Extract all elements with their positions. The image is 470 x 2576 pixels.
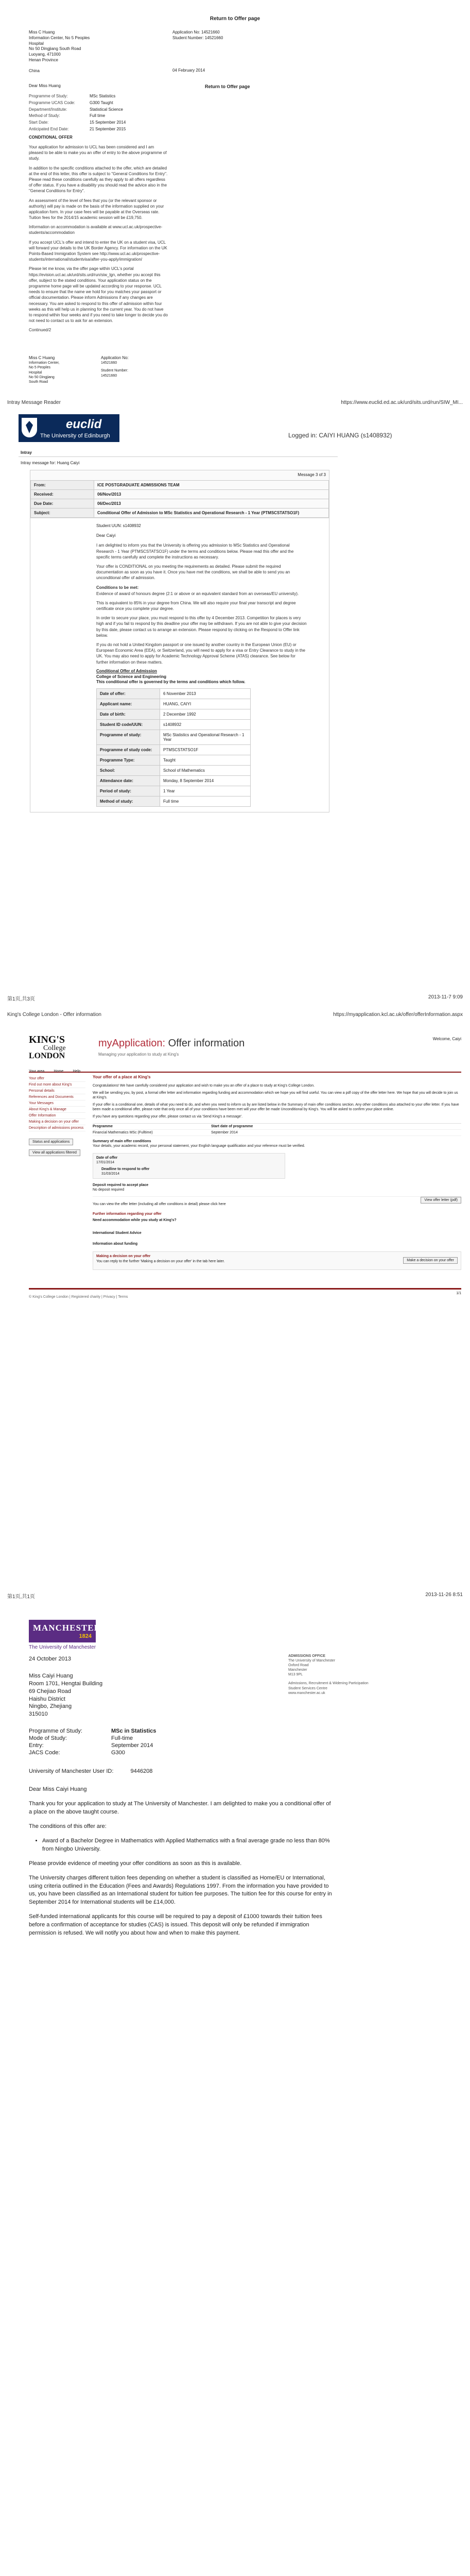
edinburgh-crest-icon (22, 418, 37, 437)
kcl-offer-letter-text: You can view the offer letter (including all offer conditions in detail) please click here (93, 1202, 226, 1207)
edinburgh-offer-value: 2 December 1992 (160, 709, 251, 720)
edinburgh-offer-sub: This conditional offer is governed by the terms and conditions which follow. (96, 680, 246, 685)
kcl-page-footer-right: 2013-11-26 8:51 (425, 1592, 463, 1598)
kcl-logo-london: LONDON (29, 1052, 65, 1060)
manchester-body (29, 1786, 333, 1944)
ucl-top-title[interactable]: Return to Offer page (210, 16, 260, 22)
manchester-address-line: Haishu District (29, 1696, 65, 1702)
ucl-address-line: No 50 Dingjiang South Road (29, 46, 81, 52)
edinburgh-offer-key: Period of study: (97, 786, 160, 796)
kcl-programme-values (93, 1130, 461, 1136)
manchester-field-value: September 2014 (111, 1742, 153, 1749)
edinburgh-message-box (30, 470, 329, 812)
manchester-logo-year: 1824 (79, 1633, 92, 1639)
edinburgh-page-footer-right: 2013-11-7 9:09 (428, 994, 463, 1000)
table-row (97, 689, 251, 699)
edinburgh-header-value: Conditional Offer of Admission to MSc Statistics and Operational Research - 1 Year (PTMSCSTATSO1F) (94, 508, 329, 517)
manchester-address-line: Ningbo, Zhejiang (29, 1703, 72, 1710)
kcl-title: Offer information (168, 1038, 245, 1049)
kcl-deadline-label: Deadline to respond to offer (101, 1167, 150, 1171)
kcl-start-label: Start date of programme (211, 1125, 253, 1129)
table-row (97, 745, 251, 755)
manchester-logo-sub: The University of Manchester (29, 1645, 96, 1650)
kcl-menu-item[interactable]: Find out more about King's (29, 1082, 85, 1088)
ucl-address-line: China (29, 68, 40, 73)
kcl-footer-line: © King's College London | Registered charity | Privacy | Terms (29, 1295, 128, 1299)
kcl-sidebar (29, 1076, 85, 1158)
edinburgh-offer-table (96, 688, 251, 807)
ucl-continued: Continued/2 (29, 328, 51, 333)
ucl-conditional-heading: CONDITIONAL OFFER (29, 135, 73, 140)
ucl-student-no-label: Student Number: (172, 35, 204, 40)
manchester-paragraph: The conditions of this offer are: (29, 1823, 107, 1829)
manchester-field-value: Full-time (111, 1735, 133, 1741)
edinburgh-offer-value: Monday, 8 September 2014 (160, 776, 251, 786)
edinburgh-offer-value: Taught (160, 755, 251, 766)
edinburgh-offer-key: Attendance date: (97, 776, 160, 786)
kcl-paragraph: Congratulations! We have carefully considered your application and wish to make you an offer of a place to study at King's College London. (93, 1083, 315, 1088)
manchester-address-line: 69 Chejiao Road (29, 1688, 71, 1694)
kcl-deposit-value: No deposit required (93, 1188, 125, 1192)
edinburgh-header-key: From: (31, 480, 94, 489)
table-row (97, 730, 251, 745)
manchester-right-line: Manchester (288, 1668, 307, 1672)
kcl-tab[interactable]: Home (54, 1070, 64, 1073)
edinburgh-paragraph: In order to secure your place, you must respond to this offer by 4 December 2013. Competition for places is very high and if you fail to respond by this deadline your offer may be withdrawn. If you are not able to give your decision by this date, please contact us to arrange an extension. Please respond by clicking on the Respond to Offer link below. (96, 616, 307, 638)
edinburgh-nav-intray[interactable]: Intray (21, 450, 32, 455)
ucl-offer-section (0, 0, 470, 397)
edinburgh-offer-value: s1408932 (160, 720, 251, 730)
edinburgh-breadcrumb: Intray message for: Huang Caiyi (21, 461, 80, 465)
edinburgh-message-count: Message 3 of 3 (298, 472, 326, 477)
ucl-footer-app: 14521660 (101, 361, 117, 365)
edinburgh-page-header-right: https://www.euclid.ed.ac.uk/urd/sits.urd/run/SIW_MI... (341, 400, 463, 405)
ucl-address-line: Henan Province (29, 57, 58, 62)
ucl-field-value: MSc Statistics (90, 94, 116, 98)
kcl-summary-text: Your details, your academic record, your personal statement, your English language qualification and your reference must be verified. (93, 1144, 305, 1148)
kcl-page-header-left: King's College London - Offer information (7, 1012, 101, 1018)
manchester-id-value: 9446208 (130, 1768, 153, 1774)
kcl-menu-item[interactable]: Personal details (29, 1088, 85, 1094)
edinburgh-logo-text: euclid (66, 417, 102, 431)
kcl-header (29, 1035, 461, 1061)
kcl-offer-letter-button[interactable]: View offer letter (pdf) (421, 1197, 461, 1204)
manchester-address-line: Miss Caiyi Huang (29, 1673, 73, 1679)
manchester-offer-section (0, 1602, 470, 2576)
kcl-deadline-value: 31/03/2014 (101, 1172, 120, 1176)
ucl-field-label: Department/Institute: (29, 107, 67, 112)
ucl-address-line: Information Center, No 5 Peoples (29, 35, 90, 40)
edinburgh-offer-key: Student ID code/UUN: (97, 720, 160, 730)
kcl-paragraph: We will be sending you, by post, a formal offer letter and information regarding funding and accommodation which we hope you will find useful. You can view a pdf copy of the offer letter here. We hope that you will decide to join us at King's. (93, 1091, 458, 1099)
edinburgh-paragraph: Evidence of award of honours degree (2:1 or above or an equivalent standard from an overseas/EU university). (96, 591, 299, 596)
ucl-field-value: Statistical Science (90, 107, 123, 112)
kcl-menu-item[interactable]: Description of admissions process (29, 1125, 85, 1131)
manchester-paragraph: Self-funded international applicants for this course will be required to pay a deposit of £1000 towards their tuition fees before a confirmation of acceptance for studies (CAS) is issued. This deposit will only be refunded if immigration permission is refused. We will notify you about how and when to make this payment. (29, 1913, 322, 1937)
ucl-footer-app-label: Application No: (101, 355, 129, 360)
edinburgh-paragraph: If you do not hold a United Kingdom passport or one issued by another country in the European Union (EU) or European Economic Area (EEA), or Switzerland, you will need to apply for a visa or Entry Clearance to study in the UK. You may also need to apply for Academic Technology Approval Scheme (ATAS) clearance. See below for further information on these matters. (96, 642, 305, 665)
kcl-logo-college: College (43, 1044, 66, 1052)
ucl-footer-block (29, 355, 183, 384)
ucl-return-link[interactable]: Return to Offer page (205, 84, 250, 89)
edinburgh-paragraph: Your offer is CONDITIONAL on you meeting the requirements as detailed. Please submit the required documentation as soon as you have it. Once you have met the conditions, we shall be able to send you an unconditional offer of admission. (96, 564, 290, 581)
edinburgh-header-value: 06/Nov/2013 (94, 489, 329, 499)
manchester-date: 24 October 2013 (29, 1656, 71, 1662)
kcl-menu-item[interactable]: Offer Information (29, 1113, 85, 1119)
manchester-field-label: Mode of Study: (29, 1735, 67, 1741)
kcl-page-header-right: https://myapplication.kcl.ac.uk/offer/offerInformation.aspx (333, 1012, 463, 1018)
kcl-logo-kings: KING'S (29, 1034, 65, 1045)
edinburgh-page-footer-left: 第1页,共3页 (7, 996, 35, 1002)
manchester-paragraph: Please provide evidence of meeting your offer conditions as soon as this is available. (29, 1860, 242, 1867)
edinburgh-offer-key: Applicant name: (97, 699, 160, 709)
edinburgh-header-key: Received: (31, 489, 94, 499)
table-row (31, 508, 329, 517)
manchester-condition-item: • Award of a Bachelor Degree in Mathematics with Applied Mathematics with a final average grade no less than 80% from Ningbo University. (42, 1837, 333, 1854)
edinburgh-header-value: 06/Dec/2013 (94, 499, 329, 508)
edinburgh-page-header-left: Intray Message Reader (7, 400, 61, 405)
ucl-footer-addr: South Road (29, 380, 48, 384)
manchester-right-block (288, 1654, 402, 1696)
table-row (97, 755, 251, 766)
ucl-field-label: Anticipated End Date: (29, 126, 69, 131)
kcl-paragraph: If your offer is a conditional one, details of what you need to do, and when you need to inform us by are listed below in the Summary of main offer conditions section. Any other conditions also attached to your offer letter. If you have been made a conditional offer, please note that only once all of your conditions have been met will your offer be made Unconditional by King's. You will be asked to confirm your place online. (93, 1103, 459, 1112)
table-row (97, 709, 251, 720)
edinburgh-offer-key: Date of birth: (97, 709, 160, 720)
kcl-further-item: Information about funding (93, 1242, 138, 1246)
kcl-decision-button[interactable]: Make a decision on your offer (403, 1257, 458, 1264)
kcl-start-value: September 2014 (211, 1131, 238, 1135)
edinburgh-offer-key: School: (97, 766, 160, 776)
ucl-field-label: Method of Study: (29, 113, 60, 118)
ucl-fields (29, 94, 193, 132)
edinburgh-offer-college: College of Science and Engineering (96, 674, 167, 679)
manchester-right-line: M13 9PL (288, 1673, 303, 1677)
manchester-paragraph: The University charges different tuition fees depending on whether a student is classified as Home/EU or International, using criteria outlined in the Education (Fees and Awards) Regulations 1997. From the information you have provided to us, you have been classified as an International student for tuition fee purposes. The tuition fee for this course for entry in September 2014 for International students will be £14,000. (29, 1874, 332, 1906)
ucl-greeting: Dear Miss Huang (29, 83, 61, 88)
ucl-field-label: Start Date: (29, 120, 49, 125)
kcl-welcome: Welcome, Caiyi (432, 1037, 461, 1041)
edinburgh-offer-value: PTMSCSTATSO1F (160, 745, 251, 755)
manchester-address (29, 1672, 102, 1718)
ucl-footer-addr: No 50 Dingjiang (29, 375, 55, 379)
manchester-logo-text: MANCHESTER (33, 1623, 101, 1633)
kcl-status-button[interactable]: Status and applications (29, 1139, 73, 1145)
kcl-deposit-title: Deposit required to accept place (93, 1183, 149, 1187)
ucl-paragraph: Information on accommodation is available at www.ucl.ac.uk/prospective-students/accommodation (29, 225, 163, 235)
kcl-further-title: Further information regarding your offer (93, 1212, 162, 1216)
kcl-programme-label: Programme (93, 1125, 113, 1129)
kcl-decision-sub: You can reply to the further 'Making a decision on your offer' in the tab here later. (96, 1259, 225, 1263)
kcl-menu-item[interactable]: Your offer (29, 1076, 85, 1082)
kcl-menu-item[interactable]: About King's & Manage (29, 1107, 85, 1113)
edinburgh-paragraph: I am delighted to inform you that the University is offering you admission to MSc Statistics and Operational Research - 1 Year (PTMSCSTATSO1F) under the terms and conditions below. Please read this offer and the specific terms carefully and complete the instructions as necessary. (96, 543, 294, 560)
ucl-footer-stu: 14521660 (101, 374, 117, 378)
edinburgh-offer-key: Method of study: (97, 796, 160, 807)
ucl-address-line: Luoyang, 471000 (29, 52, 61, 57)
manchester-right-line: Oxford Road (288, 1664, 309, 1668)
ucl-footer-addr: Information Center, (29, 361, 60, 365)
manchester-address-line: 315010 (29, 1711, 48, 1718)
edinburgh-message-body (30, 518, 329, 812)
manchester-right-line: www.manchester.ac.uk (288, 1691, 325, 1695)
ucl-footer-addr: No 5 Peoples (29, 366, 51, 370)
ucl-paragraph: If you accept UCL's offer and intend to enter the UK on a student visa, UCL will forward your details to the UK Border Agency. For information on the UK Points-Based Immigration System see http://www.ucl.ac.uk/prospective-students/international/studentvisa/after-you-apply/immigration/ (29, 240, 167, 262)
kcl-subtitle: Managing your application to study at King's (98, 1052, 179, 1057)
ucl-address-line: Hospital (29, 41, 44, 46)
edinburgh-nav-bar (19, 449, 338, 457)
edinburgh-banner (19, 414, 119, 442)
ucl-ref-block (172, 30, 275, 41)
manchester-right-line: Admissions, Recruitment & Widening Participation (288, 1682, 369, 1686)
table-row (97, 720, 251, 730)
kcl-tabs (29, 1065, 461, 1073)
manchester-field-value: MSc in Statistics (111, 1728, 156, 1734)
kcl-decision-title: Making a decision on your offer (96, 1255, 151, 1259)
ucl-body (29, 144, 168, 336)
kcl-menu-item[interactable]: Your Messages (29, 1100, 85, 1107)
table-row (97, 796, 251, 807)
kcl-logo (29, 1035, 70, 1060)
kcl-date-panel (93, 1153, 285, 1179)
edinburgh-offer-key: Programme of study: (97, 730, 160, 745)
edinburgh-header-table (30, 480, 329, 518)
manchester-right-line (288, 1677, 402, 1681)
table-row (97, 766, 251, 776)
ucl-student-no: 14521660 (204, 35, 223, 40)
table-row (31, 480, 329, 489)
ucl-app-no: 14521660 (201, 30, 220, 35)
manchester-right-line: Student Services Centre (288, 1686, 327, 1690)
ucl-letter-date: 04 February 2014 (172, 68, 205, 73)
ucl-footer-addr: Hospital (29, 370, 42, 375)
kcl-programme-row (93, 1123, 461, 1130)
kcl-programme-value: Financial Mathematics MSc (Fulltime) (93, 1131, 153, 1135)
edinburgh-header-key: Due Date: (31, 499, 94, 508)
ucl-paragraph: Please let me know, via the offer page within UCL's portal https://evision.ucl.ac.uk/urd/sits.urd/run/siw_lgn, whether you accept this offer, subject to the stated conditions. Your application status on the programme home page will be updated according to your response. UCL needs to ensure that the name we hold for you matches your passport or official documentation. Please inform Admissions if any changes are necessary. You are asked to respond to this offer of admission within four weeks as this will help us in planning for the current year. You do not have to respond within four weeks and if you need to take longer to decide you do not need to contact us to ask for an extension. (29, 266, 168, 324)
table-row (31, 489, 329, 499)
table-row (97, 776, 251, 786)
kcl-further-filler (93, 1235, 461, 1242)
edinburgh-offer-section (0, 397, 470, 1005)
kcl-tab[interactable]: Your area (29, 1070, 45, 1073)
manchester-field-label: Programme of Study: (29, 1728, 82, 1734)
manchester-right-line: The University of Manchester (288, 1659, 336, 1663)
ucl-address-line: Miss C Huang (29, 30, 55, 35)
manchester-field-label: JACS Code: (29, 1750, 60, 1756)
edinburgh-student-uun: Student UUN: s1408932 (96, 523, 141, 528)
table-row (97, 699, 251, 709)
table-row (31, 499, 329, 508)
edinburgh-conditions-heading: Conditions to be met: (96, 585, 139, 590)
edinburgh-header-key: Subject: (31, 508, 94, 517)
edinburgh-offer-value: Full time (160, 796, 251, 807)
edinburgh-offer-value: MSc Statistics and Operational Research - 1 Year (160, 730, 251, 745)
ucl-address-block (29, 30, 163, 74)
ucl-footer-name: Miss C Huang (29, 355, 55, 360)
kcl-offer-section (0, 1010, 470, 1602)
manchester-right-line: ADMISSIONS OFFICE (288, 1654, 325, 1658)
edinburgh-paragraph: This is equivalent to 85% in your degree from China. We will also require your final year transcript and degree certificate once you complete your degree. (96, 600, 296, 612)
edinburgh-offer-value: School of Mathematics (160, 766, 251, 776)
kcl-further-item: Need accommodation while you study at King's? (93, 1218, 177, 1223)
kcl-further-filler (93, 1223, 461, 1231)
ucl-field-value: 21 September 2015 (90, 126, 126, 131)
ucl-paragraph: In addition to the specific conditions attached to the offer, which are detailed at the end of this letter, this offer is subject to "General Conditions for Entry". Please read these conditions carefully as they apply to all offers regardless of offer status. If you have a disability you should read the advice also in the "General Conditions for Entry". (29, 165, 168, 194)
edinburgh-offer-key: Date of offer: (97, 689, 160, 699)
kcl-page-footer-left: 第1页,共1页 (7, 1594, 35, 1600)
ucl-field-value: G300 Taught (90, 100, 113, 105)
kcl-tab[interactable]: Help (73, 1070, 81, 1073)
edinburgh-offer-value: HUANG, CAIYI (160, 699, 251, 709)
manchester-logo (29, 1620, 101, 1642)
kcl-paragraph: If you have any questions regarding your offer, please contact us via 'Send King's a message'. (93, 1115, 243, 1119)
ucl-paragraph: An assessment of the level of fees that you (or the relevant sponsor or authority) will pay is made on the basis of the information supplied on your application form. In your case fees will be payable at the Overseas rate. Tuition fees for the 2014/15 academic session will be £19,750. (29, 198, 164, 221)
manchester-id-label: University of Manchester User ID: (29, 1768, 114, 1774)
kcl-page-number: 1/1 (456, 1292, 461, 1295)
edinburgh-offer-heading: Conditional Offer of Admission (96, 668, 157, 673)
kcl-summary-title: Summary of main offer conditions (93, 1140, 151, 1144)
kcl-main (93, 1075, 461, 1270)
ucl-app-no-label: Application No: (172, 30, 200, 35)
manchester-field-label: Entry: (29, 1742, 44, 1749)
edinburgh-offer-key: Programme Type: (97, 755, 160, 766)
kcl-date-value: 17/01/2014 (96, 1160, 115, 1164)
ucl-paragraph: Your application for admission to UCL has been considered and I am pleased to be able to make you an offer of entry to the above programme of study. (29, 145, 167, 161)
edinburgh-university-name: The University of Edinburgh (40, 433, 110, 439)
edinburgh-logged-in: Logged in: CAIYI HUANG (s1408932) (288, 432, 392, 439)
kcl-further-item: International Student Advice (93, 1231, 142, 1235)
edinburgh-dear: Dear Caiyi (96, 533, 116, 538)
ucl-footer-stu-label: Student Number: (101, 369, 128, 373)
ucl-field-label: Programme UCAS Code: (29, 100, 75, 105)
kcl-offer-title: Your offer of a place at King's (93, 1075, 151, 1079)
manchester-address-line: Room 1701, Hengtai Building (29, 1680, 103, 1687)
edinburgh-offer-value: 1 Year (160, 786, 251, 796)
kcl-date-label: Date of offer (96, 1156, 118, 1160)
ucl-field-value: 15 September 2014 (90, 120, 126, 125)
kcl-decision-panel (93, 1251, 461, 1270)
manchester-fields (29, 1728, 266, 1756)
kcl-menu-item[interactable]: References and Documents (29, 1094, 85, 1100)
kcl-title-prefix: myApplication: (98, 1038, 166, 1049)
ucl-address-line (29, 63, 163, 69)
edinburgh-header-value: ICE POSTGRADUATE ADMISSIONS TEAM (94, 480, 329, 489)
kcl-view-applications-button[interactable]: View all applications filtered (29, 1149, 80, 1156)
manchester-field-value: G300 (111, 1750, 125, 1756)
manchester-dear: Dear Miss Caiyi Huang (29, 1786, 87, 1792)
kcl-menu-item[interactable]: Making a decision on your offer (29, 1119, 85, 1125)
edinburgh-offer-value: 6 November 2013 (160, 689, 251, 699)
table-row (97, 786, 251, 796)
ucl-field-value: Full time (90, 113, 106, 118)
kcl-footer-bar (29, 1288, 461, 1300)
edinburgh-offer-key: Programme of study code: (97, 745, 160, 755)
ucl-field-label: Programme of Study: (29, 94, 68, 98)
manchester-paragraph: Thank you for your application to study at The University of Manchester. I am delighted to make you a conditional offer of a place on the above taught course. (29, 1800, 331, 1815)
